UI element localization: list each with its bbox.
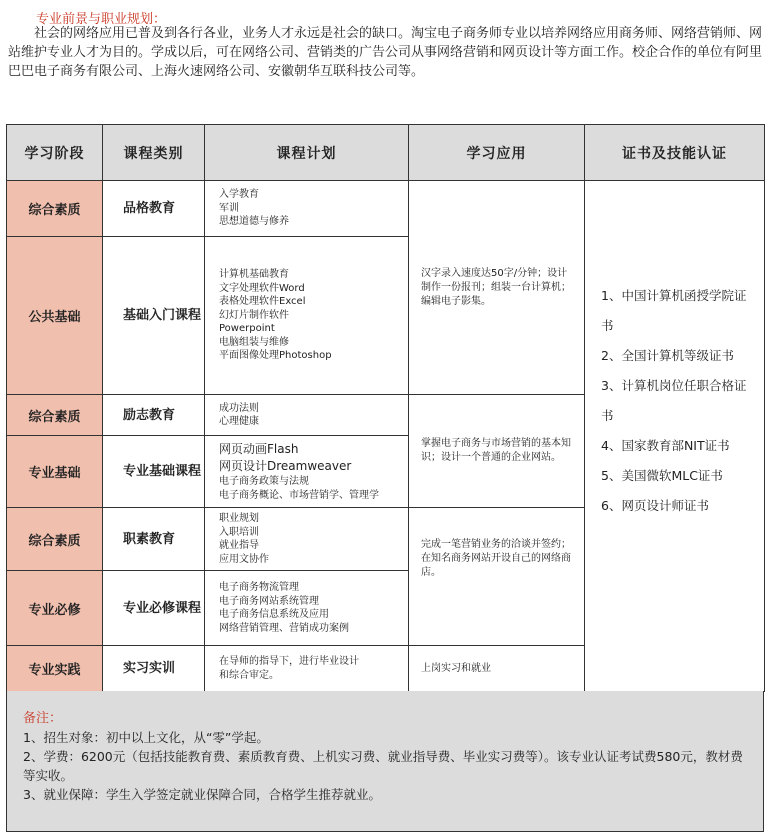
course-plan-cell bbox=[205, 646, 409, 692]
stage-cell: 专业实践 bbox=[7, 646, 103, 692]
stage-cell: 综合素质 bbox=[7, 395, 103, 436]
plan-line: 思想道德与修养 bbox=[219, 216, 289, 228]
plan-line: 电脑组装与维修 bbox=[219, 336, 289, 348]
plan-line: 电子商务概论、市场营销学、管理学 bbox=[219, 489, 379, 501]
intro-title: 专业前景与职业规划： bbox=[36, 12, 167, 27]
notes-box bbox=[6, 691, 764, 832]
plan-line: 计算机基础教育 bbox=[219, 269, 289, 281]
stage-cell: 专业必修 bbox=[7, 571, 103, 646]
certificate-item: 4、国家教育部NIT证书 bbox=[601, 438, 730, 453]
certificate-item: 2、全国计算机等级证书 bbox=[601, 348, 734, 363]
header-course-type: 课程类别 bbox=[103, 125, 205, 181]
plan-line: 和综合审定。 bbox=[219, 669, 279, 681]
plan-line: 军训 bbox=[219, 202, 239, 214]
table-header-row bbox=[7, 125, 765, 181]
note-item: 2、学费：6200元（包括技能教育费、素质教育费、上机实习费、就业指导费、毕业实习费等）。该专业认证考试费580元，教材费等实收。 bbox=[23, 749, 743, 783]
plan-line: 文字处理软件Word bbox=[219, 282, 305, 294]
course-plan-cell bbox=[205, 181, 409, 237]
course-plan-cell bbox=[205, 571, 409, 646]
course-type-cell: 品格教育 bbox=[103, 181, 205, 237]
stage-cell: 综合素质 bbox=[7, 508, 103, 571]
plan-line: 应用文协作 bbox=[219, 553, 269, 565]
stage-cell: 公共基础 bbox=[7, 237, 103, 395]
header-certificate: 证书及技能认证 bbox=[585, 125, 765, 181]
application-cell: 掌握电子商务与市场营销的基本知识；设计一个普通的企业网站。 bbox=[409, 395, 585, 508]
certificate-item: 1、中国计算机函授学院证书 bbox=[601, 288, 747, 333]
table-row bbox=[7, 181, 765, 237]
plan-line: 网页设计Dreamweaver bbox=[219, 459, 352, 473]
curriculum-table bbox=[6, 124, 765, 692]
certificate-cell bbox=[585, 181, 765, 692]
plan-line: 电子商务信息系统及应用 bbox=[219, 609, 329, 620]
course-plan-cell bbox=[205, 395, 409, 436]
plan-line: 网页动画Flash bbox=[219, 442, 299, 456]
plan-line: 幻灯片制作软件 bbox=[219, 309, 289, 321]
plan-line: 就业指导 bbox=[219, 540, 259, 551]
plan-line: 网络营销管理、营销成功案例 bbox=[219, 622, 349, 634]
course-plan-cell bbox=[205, 436, 409, 508]
certificate-item: 6、网页设计师证书 bbox=[601, 498, 709, 513]
course-type-cell: 专业基础课程 bbox=[103, 436, 205, 508]
certificate-item: 5、美国微软MLC证书 bbox=[601, 468, 723, 483]
plan-line: 电子商务物流管理 bbox=[219, 582, 299, 593]
plan-line: 心理健康 bbox=[219, 416, 259, 427]
plan-line: 成功法则 bbox=[219, 402, 259, 414]
plan-line: 电子商务政策与法规 bbox=[219, 476, 309, 487]
header-course-plan: 课程计划 bbox=[205, 125, 409, 181]
course-type-cell: 专业必修课程 bbox=[103, 571, 205, 646]
header-stage: 学习阶段 bbox=[7, 125, 103, 181]
application-cell: 完成一笔营销业务的洽谈并签约；在知名商务网站开设自己的网络商店。 bbox=[409, 508, 585, 646]
header-application: 学习应用 bbox=[409, 125, 585, 181]
plan-line: 表格处理软件Excel bbox=[219, 296, 306, 308]
plan-line: 职业规划 bbox=[219, 513, 259, 524]
certificate-item: 3、计算机岗位任职合格证书 bbox=[601, 378, 747, 423]
course-type-cell: 实习实训 bbox=[103, 646, 205, 692]
course-plan-cell bbox=[205, 508, 409, 571]
stage-cell: 专业基础 bbox=[7, 436, 103, 508]
plan-line: 在导师的指导下，进行毕业设计 bbox=[219, 656, 359, 667]
course-type-cell: 励志教育 bbox=[103, 395, 205, 436]
course-plan-cell bbox=[205, 237, 409, 395]
intro-paragraph: 社会的网络应用已普及到各行各业，业务人才永远是社会的缺口。淘宝电子商务师专业以培养网络应用商务师、网络营销师、网站维护专业人才为目的。学成以后，可在网络公司、营销类的广告公司从事网络营销和网页设计等方面工作。校企合作的单位有阿里巴巴电子商务有限公司、上海火速网络公司、安徽朝华互联科技公司等。 bbox=[8, 26, 763, 79]
plan-line: 平面图像处理Photoshop bbox=[219, 350, 332, 362]
note-item: 3、就业保障：学生入学签定就业保障合同，合格学生推荐就业。 bbox=[23, 787, 381, 802]
plan-line: 入学教育 bbox=[219, 189, 259, 201]
application-cell: 汉字录入速度达50字/分钟；设计制作一份报刊；组装一台计算机；编辑电子影集。 bbox=[409, 181, 585, 395]
plan-line: 入职培训 bbox=[219, 526, 259, 538]
stage-cell: 综合素质 bbox=[7, 181, 103, 237]
course-type-cell: 基础入门课程 bbox=[103, 237, 205, 395]
notes-title: 备注： bbox=[23, 711, 63, 726]
plan-line: Powerpoint bbox=[219, 323, 275, 335]
application-cell: 上岗实习和就业 bbox=[409, 646, 585, 692]
note-item: 1、招生对象：初中以上文化，从“零”学起。 bbox=[23, 730, 269, 745]
course-type-cell: 职素教育 bbox=[103, 508, 205, 571]
plan-line: 电子商务网站系统管理 bbox=[219, 595, 319, 607]
